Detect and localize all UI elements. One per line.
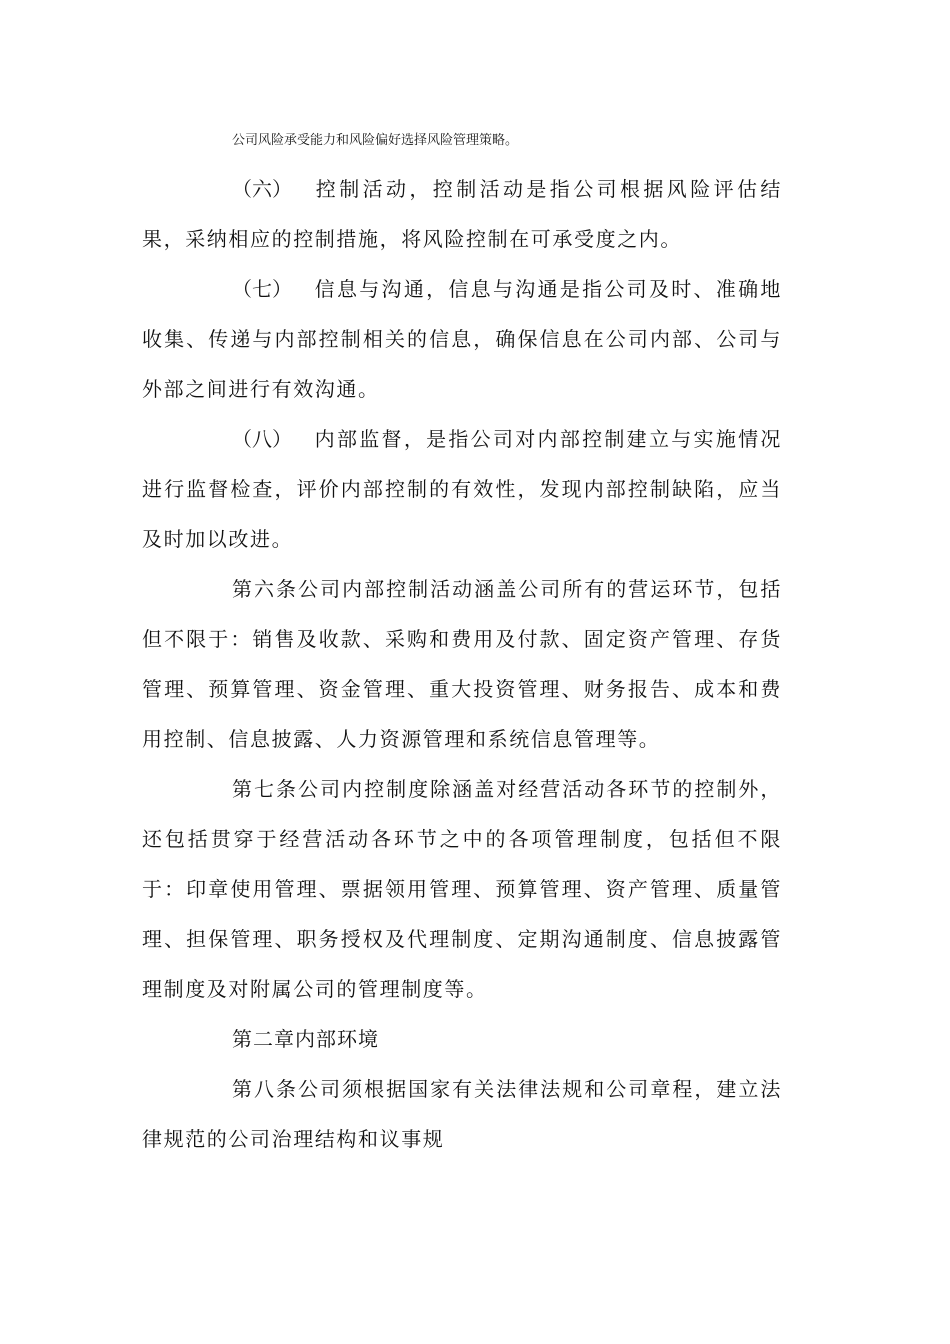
chapter-heading: 第二章内部环境	[232, 1027, 379, 1051]
article-8-text: 第八条公司须根据国家有关法律法规和公司章程，建立法律规范的公司治理结构和议事规	[142, 1077, 782, 1151]
item-8	[142, 414, 782, 564]
item-6-text: 控制活动，控制活动是指公司根据风险评估结果，采纳相应的控制措施，将风险控制在可承受度之内。	[142, 177, 782, 251]
item-6-number: （六）	[232, 177, 292, 201]
item-7-number: （七）	[232, 277, 292, 301]
item-7-text: 信息与沟通，信息与沟通是指公司及时、准确地收集、传递与内部控制相关的信息，确保信息在公司内部、公司与外部之间进行有效沟通。	[142, 277, 782, 401]
article-6-text: 第六条公司内部控制活动涵盖公司所有的营运环节，包括但不限于：销售及收款、采购和费用及付款、固定资产管理、存货管理、预算管理、资金管理、重大投资管理、财务报告、成本和费用控制、信息披露、人力资源管理和系统信息管理等。	[142, 577, 782, 751]
item-6	[142, 164, 782, 264]
article-8	[142, 1064, 782, 1164]
article-6	[142, 564, 782, 764]
top-note: 公司风险承受能力和风险偏好选择风险管理策略。	[232, 133, 519, 148]
article-7	[142, 764, 782, 1014]
article-7-text: 第七条公司内控制度除涵盖对经营活动各环节的控制外，还包括贯穿于经营活动各环节之中的各项管理制度，包括但不限于：印章使用管理、票据领用管理、预算管理、资产管理、质量管理、担保管理、职务授权及代理制度、定期沟通制度、信息披露管理制度及对附属公司的管理制度等。	[142, 777, 782, 1001]
item-8-text: 内部监督，是指公司对内部控制建立与实施情况进行监督检查，评价内部控制的有效性，发现内部控制缺陷，应当及时加以改进。	[142, 427, 782, 551]
item-7	[142, 264, 782, 414]
item-8-number: （八）	[232, 427, 292, 451]
